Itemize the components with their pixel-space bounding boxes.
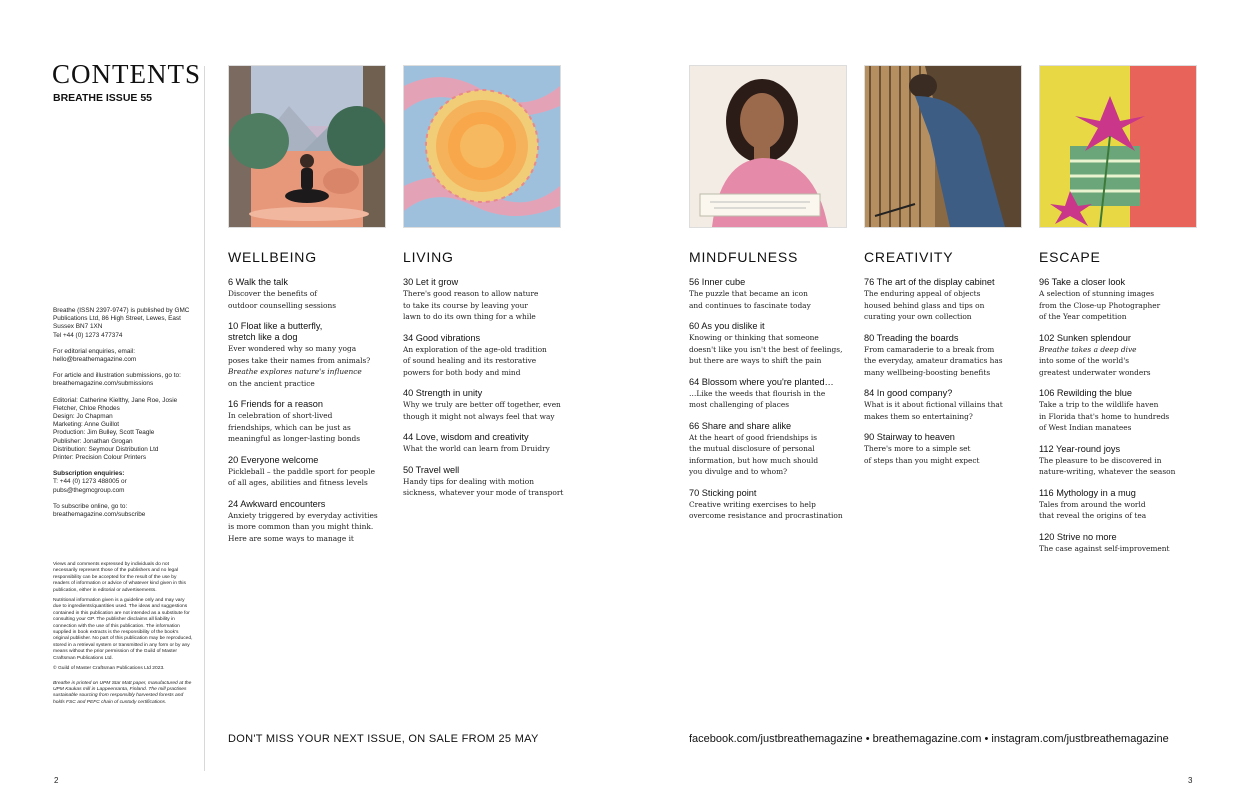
entry-desc-line: What the world can learn from Druidry [403, 444, 550, 453]
entry-desc-line: though it might not always feel that way [403, 411, 555, 421]
toc-entry[interactable] [689, 321, 854, 367]
entry-title: 76 The art of the display cabinet [864, 277, 995, 287]
entry-title: 24 Awkward encounters [228, 498, 326, 509]
section-heading: ESCAPE [1039, 249, 1101, 265]
entry-desc-line: The case against self-improvement [1039, 543, 1170, 553]
entry-desc-line: Breathe explores nature's influence [228, 367, 362, 376]
creativity-illustration [864, 65, 1022, 228]
legal-copyright: © Guild of Master Craftsman Publications Ltd 2023. [53, 666, 165, 672]
entry-title: 20 Everyone welcome [228, 454, 319, 465]
issue-label: BREATHE ISSUE 55 [53, 92, 152, 104]
entry-desc-line: Discover the benefits of [228, 289, 318, 298]
entry-desc-line: The pleasure to be discovered in [1039, 455, 1162, 465]
entry-desc-line: in Florida that's home to hundreds [1039, 411, 1170, 421]
entry-desc-line: meaningful as longer-lasting bonds [228, 434, 361, 443]
entry-desc-line: The enduring appeal of objects [864, 289, 981, 298]
toc-entry[interactable] [864, 277, 1029, 323]
entry-desc-line: into some of the world's [1039, 356, 1130, 365]
entry-desc-line: Anxiety triggered by everyday activities [228, 510, 378, 520]
imprint-printer: Printer: Precision Colour Printers [53, 454, 147, 462]
social-links[interactable]: facebook.com/justbreathemagazine • breathemagazine.com • instagram.com/justbreathemagazine [689, 733, 1169, 745]
imprint-subs-heading: Subscription enquiries: [53, 470, 125, 478]
entry-desc-line: the everyday, amateur dramatics has [864, 356, 1003, 365]
living-illustration [403, 65, 561, 228]
toc-entry[interactable] [689, 488, 854, 522]
entry-desc-line: you divulge and to whom? [689, 467, 788, 476]
toc-entry[interactable] [403, 333, 568, 379]
entry-title: 80 Treading the boards [864, 332, 959, 343]
section-creativity [864, 249, 1029, 476]
entry-title: 34 Good vibrations [403, 332, 481, 343]
toc-entry[interactable] [1039, 333, 1209, 379]
entry-desc-line: many wellbeing-boosting benefits [864, 367, 991, 377]
toc-entry[interactable] [403, 277, 568, 323]
entry-title: 66 Share and share alike [689, 420, 792, 431]
imprint-publisher-name: Publisher: Jonathan Grogan [53, 437, 133, 445]
toc-entry[interactable] [1039, 388, 1209, 434]
section-wellbeing [228, 249, 388, 554]
column-divider [204, 66, 205, 771]
toc-entry[interactable] [403, 432, 568, 455]
entry-desc-line: friendships, which can be just as [228, 422, 351, 432]
entry-desc-line: There's more to a simple set [864, 444, 971, 453]
next-issue-banner: DON'T MISS YOUR NEXT ISSUE, ON SALE FROM 25 MAY [228, 733, 539, 745]
imprint-submissions: For article and illustration submissions, go to: breathemagazine.com/submissions [53, 372, 181, 388]
entry-desc-line: doesn't like you isn't the best of feelings, [689, 344, 843, 354]
toc-entry[interactable] [228, 499, 388, 545]
entry-title: 56 Inner cube [689, 277, 746, 287]
section-escape [1039, 249, 1209, 564]
entry-title: 44 Love, wisdom and creativity [403, 432, 529, 442]
imprint-publisher: Breathe (ISSN 2397-9747) is published by GMC Publications Ltd, 86 High Street, Lewes, East Sussex BN7 1XN [53, 307, 190, 331]
entry-desc-line: of all ages, abilities and fitness levels [228, 478, 368, 487]
entry-title: 50 Travel well [403, 464, 460, 475]
entry-desc-line: of sound healing and its restorative [403, 356, 537, 365]
entry-desc-line: Pickleball – the paddle sport for people [228, 466, 376, 476]
toc-entry[interactable] [1039, 444, 1209, 478]
entry-desc-line: From camaraderie to a break from [864, 344, 995, 354]
entry-desc-line: At the heart of good friendships is [689, 432, 818, 442]
entry-desc-line: makes them so entertaining? [864, 411, 973, 421]
entry-desc-line: Tales from around the world [1039, 499, 1146, 509]
toc-entry[interactable] [689, 377, 854, 411]
entry-desc-line: What is it about fictional villains that [864, 400, 1003, 409]
imprint-design: Design: Jo Chapman [53, 413, 113, 421]
entry-desc-line: on the ancient practice [228, 378, 315, 388]
entry-desc-line: and continues to fascinate today [689, 300, 811, 310]
entry-title: 116 Mythology in a mug [1039, 487, 1136, 498]
entry-desc-line: the mutual disclosure of personal [689, 444, 815, 453]
entry-title: 70 Sticking point [689, 487, 757, 498]
entry-title: 64 Blossom where you're planted… [689, 376, 834, 387]
imprint-legal [53, 562, 193, 710]
legal-paper: Breathe is printed on UPM Star Matt paper, manufactured at the UPM Kaukas mill in Lappeenranta, Finland. The mill practises sustainable sourcing from responsibly harvested forests and holds FSC and PEFC chain of custody certifications. [53, 680, 192, 705]
escape-illustration [1039, 65, 1197, 228]
imprint-editorial-email: For editorial enquiries, email: hello@breathemagazine.com [53, 347, 137, 364]
section-living [403, 249, 568, 509]
entry-desc-line: lawn to do its own thing for a while [403, 312, 536, 321]
entry-desc-line: of West Indian manatees [1039, 423, 1132, 432]
imprint-production: Production: Jim Bulley, Scott Teagle [53, 429, 155, 437]
toc-entry[interactable] [228, 399, 388, 445]
entry-desc-line: is more common than you might think. [228, 522, 374, 531]
entry-title: 30 Let it grow [403, 277, 459, 287]
entry-desc-line: Ever wondered why so many yoga [228, 344, 357, 353]
entry-title: 60 As you dislike it [689, 321, 765, 331]
entry-desc-line: greatest underwater wonders [1039, 367, 1151, 377]
toc-entry[interactable] [864, 388, 1029, 422]
imprint-tel: Tel +44 (0) 1273 477374 [53, 331, 123, 339]
entry-desc-line: Handy tips for dealing with motion [403, 476, 534, 486]
section-heading: MINDFULNESS [689, 249, 799, 265]
section-heading: CREATIVITY [864, 249, 954, 265]
toc-entry[interactable] [689, 277, 854, 311]
entry-desc-line: information, but how much should [689, 455, 819, 465]
entry-title: 120 Strive no more [1039, 531, 1117, 542]
imprint-distribution: Distribution: Seymour Distribution Ltd [53, 445, 159, 453]
entry-title: 102 Sunken splendour [1039, 332, 1131, 343]
entry-desc-line: but there are ways to shift the pain [689, 356, 822, 365]
imprint-subs-contact: T: +44 (0) 1273 488005 or pubs@thegmcgroup.com [53, 478, 127, 494]
entry-title: 106 Rewilding the blue [1039, 388, 1132, 398]
page-title: CONTENTS [52, 59, 201, 89]
page-number-left: 2 [54, 776, 59, 785]
entry-title: 40 Strength in unity [403, 388, 483, 398]
imprint-marketing: Marketing: Anne Guillot [53, 421, 120, 429]
entry-desc-line: of the Year competition [1039, 312, 1127, 321]
mindfulness-illustration [689, 65, 847, 228]
entry-title: 10 Float like a butterfly, [228, 321, 323, 331]
entry-desc-line: Knowing or thinking that someone [689, 333, 819, 342]
page-number-right: 3 [1188, 776, 1193, 785]
entry-desc-line: Creative writing exercises to help [689, 499, 816, 509]
toc-entry[interactable] [689, 421, 854, 478]
section-heading: LIVING [403, 249, 454, 265]
entry-desc-line: The puzzle that became an icon [689, 289, 808, 298]
entry-desc-line: Take a trip to the wildlife haven [1039, 400, 1159, 409]
entry-desc-line: outdoor counselling sessions [228, 300, 337, 310]
entry-title-line2: stretch like a dog [228, 332, 298, 342]
entry-title: 112 Year-round joys [1039, 443, 1121, 454]
entry-title: 6 Walk the talk [228, 277, 288, 287]
entry-title: 96 Take a closer look [1039, 277, 1126, 287]
entry-desc-line: to take its course by leaving your [403, 300, 528, 310]
entry-desc-line: An exploration of the age-old tradition [403, 344, 547, 354]
entry-desc-line: from the Close-up Photographer [1039, 300, 1161, 310]
entry-desc-line: Why we truly are better off together, even [403, 400, 561, 409]
entry-desc-line: powers for both body and mind [403, 367, 521, 377]
toc-entry[interactable] [864, 432, 1029, 466]
toc-entry[interactable] [228, 455, 388, 489]
entry-desc-line: of steps than you might expect [864, 455, 980, 465]
entry-desc-line: curating your own collection [864, 312, 972, 321]
entry-desc-line: Here are some ways to manage it [228, 533, 354, 543]
entry-desc-line: nature-writing, whatever the season [1039, 467, 1176, 476]
imprint-editorial: Editorial: Catherine Kielthy, Jane Roe, Josie Fletcher, Chloe Rhodes [53, 396, 178, 412]
toc-entry[interactable] [228, 277, 388, 311]
toc-entry[interactable] [228, 321, 388, 389]
toc-entry[interactable] [1039, 488, 1209, 522]
wellbeing-illustration [228, 65, 386, 228]
toc-entry[interactable] [864, 333, 1029, 379]
entry-desc-line: In celebration of short-lived [228, 411, 333, 420]
entry-desc-line: that reveal the origins of tea [1039, 511, 1147, 520]
toc-entry[interactable] [1039, 277, 1209, 323]
entry-desc-line: There's good reason to allow nature [403, 289, 539, 298]
entry-title: 90 Stairway to heaven [864, 432, 955, 442]
toc-entry[interactable] [1039, 532, 1209, 555]
section-mindfulness [689, 249, 854, 532]
entry-desc-line: overcome resistance and procrastination [689, 511, 843, 520]
entry-desc-line: A selection of stunning images [1039, 289, 1155, 298]
entry-title: 16 Friends for a reason [228, 399, 323, 409]
entry-title: 84 In good company? [864, 388, 953, 398]
entry-desc-line: …Like the weeds that flourish in the [689, 388, 826, 398]
legal-nutrition: Nutritional information given is a guideline only and may vary due to ingredients/quantities used. The ideas and suggestions contained in this publication are not intended as a substitute for consulting your GP. The publisher disclaims all liability in connection with the use of this publication. The information supplied in book extracts is the responsibility of the book's original publisher. No part of this publication may be reproduced, stored in a retrieval system or transmitted in any form or by any means without the prior permission of the Guild of Master Craftsman Publications Ltd. [53, 598, 193, 661]
imprint-subscribe-online: To subscribe online, go to: breathemagazine.com/subscribe [53, 502, 146, 519]
entry-desc-line: housed behind glass and tips on [864, 300, 985, 310]
toc-entry[interactable] [403, 388, 568, 422]
toc-entry[interactable] [403, 465, 568, 499]
entry-desc-line: most challenging of places [689, 400, 790, 409]
imprint [53, 307, 193, 527]
legal-disclaimer: Views and comments expressed by individuals do not necessarily represent those of the publishers and no legal responsibility can be accepted for the result of the use by readers of information or advice of whatever kind given in this publication, either in editorial or advertisements. [53, 562, 186, 593]
section-heading: WELLBEING [228, 249, 317, 265]
entry-desc-line: Breathe takes a deep dive [1039, 344, 1137, 354]
entry-desc-line: poses take their names from animals? [228, 355, 371, 365]
entry-desc-line: sickness, whatever your mode of transport [403, 488, 564, 497]
